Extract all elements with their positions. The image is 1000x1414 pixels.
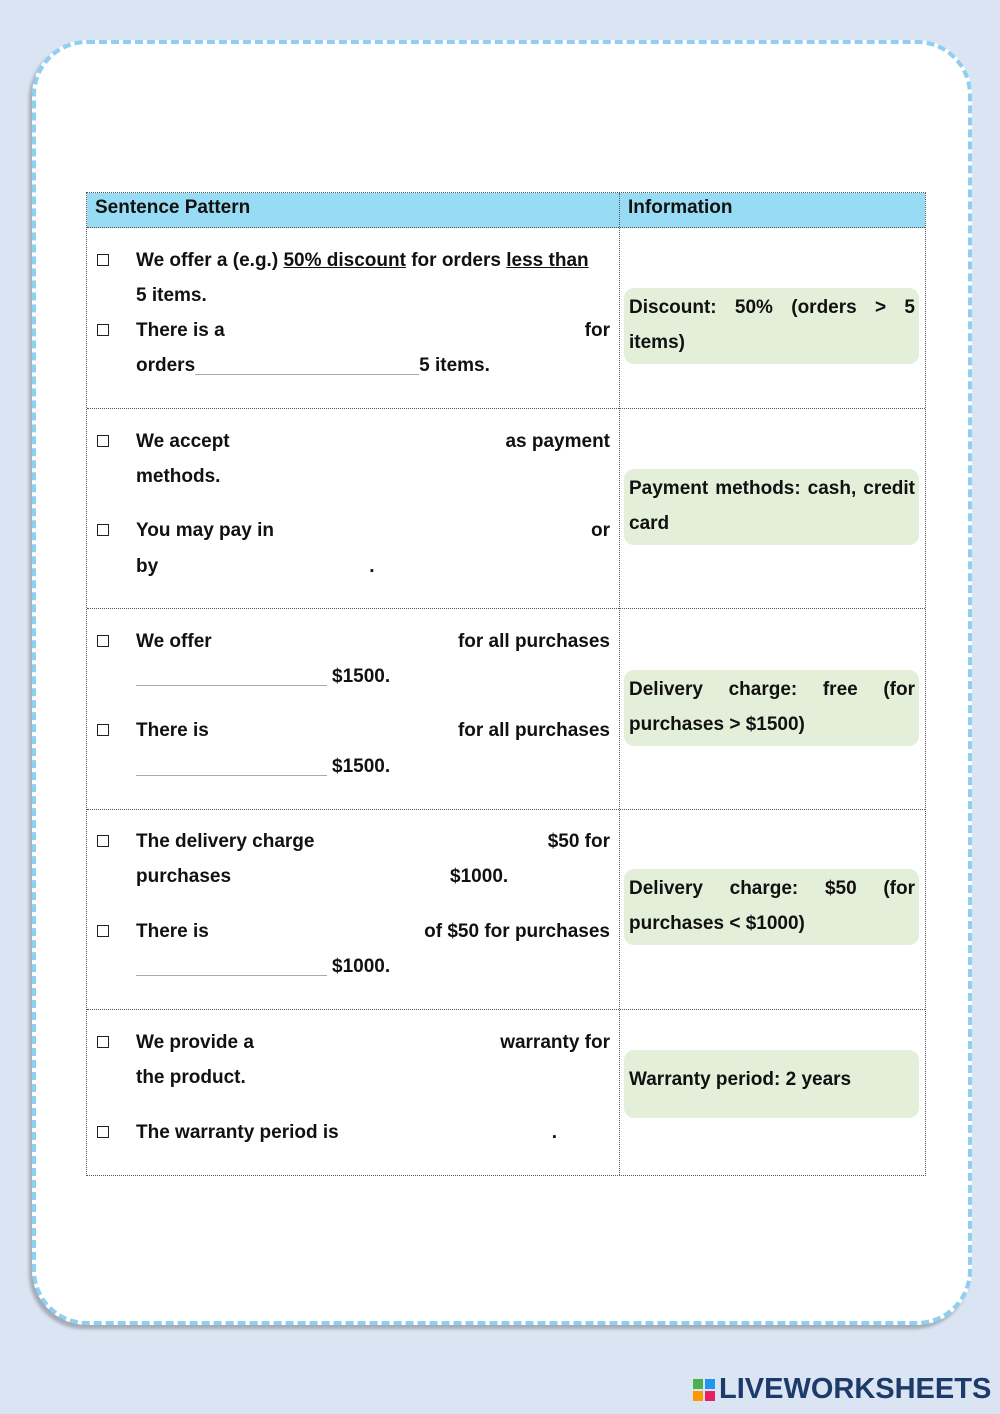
info-free-delivery: Delivery charge: free (for purchases > $1500)	[624, 670, 919, 746]
header-sentence-pattern: Sentence Pattern	[95, 197, 251, 218]
checkbox-row4-b[interactable]	[97, 925, 109, 937]
sentence-row1-b-cont: orders 5 items.	[136, 355, 490, 376]
logo-text: LIVEWORKSHEETS	[719, 1373, 992, 1405]
logo-squares-icon	[693, 1379, 715, 1401]
sentence-row1-a-cont: 5 items.	[136, 285, 207, 306]
answer-blank[interactable]	[136, 666, 327, 686]
sentence-row3-b-cont: $1500.	[136, 756, 610, 778]
info-warranty: Warranty period: 2 years	[624, 1050, 919, 1118]
sentence-row2-b-cont: by .	[136, 556, 375, 577]
checkbox-row1-b[interactable]	[97, 324, 109, 336]
sentence-row5-a-cont: the product.	[136, 1067, 246, 1088]
sentence-row2-a-cont: methods.	[136, 466, 221, 487]
answer-blank[interactable]	[195, 355, 419, 375]
table-header	[87, 193, 925, 228]
header-information: Information	[628, 197, 733, 218]
info-payment-methods: Payment methods: cash, credit card	[624, 469, 919, 545]
row-divider	[87, 408, 925, 409]
sentence-row4-a: The delivery charge $50 for	[136, 831, 610, 852]
answer-blank[interactable]	[136, 756, 327, 776]
sentence-row4-b-cont: $1000.	[136, 956, 610, 978]
sentence-row2-a: We accept as payment	[136, 431, 610, 452]
checkbox-row1-a[interactable]	[97, 254, 109, 266]
sentence-row1-a: We offer a (e.g.) 50% discount for orders less than	[136, 250, 589, 271]
underlined-less-than: less than	[506, 250, 589, 271]
info-discount: Discount: 50% (orders > 5 items)	[624, 288, 919, 364]
checkbox-row5-b[interactable]	[97, 1126, 109, 1138]
sentence-row5-a: We provide a warranty for	[136, 1032, 610, 1053]
sentence-row4-b: There is of $50 for purchases	[136, 921, 610, 942]
row-divider	[87, 1009, 925, 1010]
sentence-row3-a: We offer for all purchases	[136, 631, 610, 652]
checkbox-row2-a[interactable]	[97, 435, 109, 447]
checkbox-row4-a[interactable]	[97, 835, 109, 847]
checkbox-row5-a[interactable]	[97, 1036, 109, 1048]
row-divider	[87, 608, 925, 609]
sentence-row5-b: The warranty period is .	[136, 1122, 558, 1143]
sentence-row3-b: There is for all purchases	[136, 720, 610, 741]
liveworksheets-logo	[693, 1373, 991, 1406]
sentence-row4-a-cont: purchases $1000.	[136, 866, 509, 887]
row-divider	[87, 809, 925, 810]
column-divider	[619, 193, 620, 1175]
sentence-row3-a-cont: $1500.	[136, 666, 610, 688]
checkbox-row3-a[interactable]	[97, 635, 109, 647]
underlined-discount: 50% discount	[283, 250, 406, 271]
sentence-row2-b: You may pay in or	[136, 520, 610, 541]
sentence-row1-b: There is a for	[136, 320, 610, 341]
checkbox-row3-b[interactable]	[97, 724, 109, 736]
info-delivery-charge: Delivery charge: $50 (for purchases < $1000)	[624, 869, 919, 945]
answer-blank[interactable]	[136, 956, 327, 976]
checkbox-row2-b[interactable]	[97, 524, 109, 536]
